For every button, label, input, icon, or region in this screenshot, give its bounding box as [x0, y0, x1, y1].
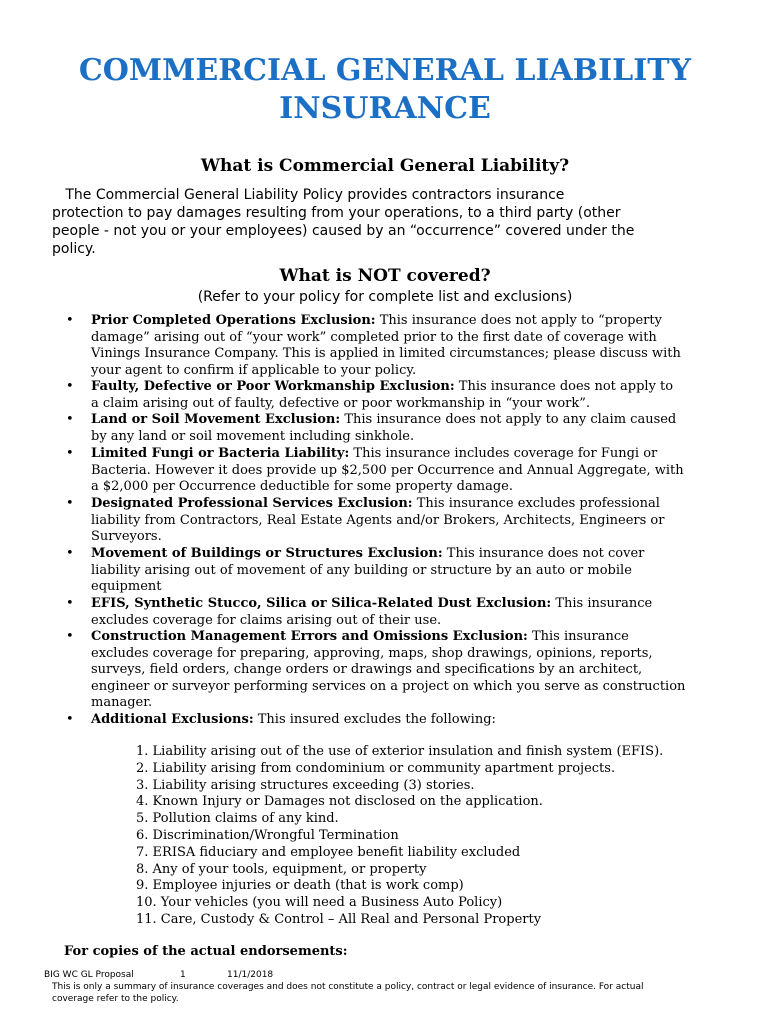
- list-item: 11. Care, Custody & Control – All Real and Personal Property: [136, 911, 542, 927]
- document-title-line-1: COMMERCIAL GENERAL LIABILITY: [78, 53, 692, 88]
- list-item: 5. Pollution claims of any kind.: [136, 811, 339, 827]
- exclusion-text: manager.: [91, 695, 153, 711]
- intro-line: The Commercial General Liability Policy provides contractors insurance: [52, 187, 565, 203]
- exclusion-text: This insurance does not apply to “property: [375, 313, 662, 328]
- exclusion-text: Vinings Insurance Company. This is applied in limited circumstances; please discuss with: [91, 346, 681, 362]
- copies-heading: For copies of the actual endorsements:: [64, 944, 348, 959]
- bullet-icon: •: [66, 546, 74, 561]
- exclusion-item: [66, 546, 741, 596]
- exclusion-item: [66, 412, 741, 445]
- list-item: 3. Liability arising structures exceeding (3) stories.: [136, 777, 475, 793]
- exclusion-text: damage” arising out of “your work” completed prior to the first date of coverage with: [91, 329, 657, 345]
- exclusion-text: This insurance: [551, 596, 653, 611]
- list-item: 6. Discrimination/Wrongful Termination: [136, 827, 399, 843]
- list-item: 1. Liability arising out of the use of exterior insulation and finish system (EFIS).: [136, 744, 664, 759]
- exclusion-text: This insurance: [527, 629, 629, 644]
- exclusion-text: excludes coverage for preparing, approving, maps, shop drawings, opinions, reports,: [91, 645, 653, 661]
- exclusion-text: This insurance does not apply to: [454, 379, 674, 394]
- exclusion-item: [66, 629, 741, 712]
- bullet-icon: •: [66, 313, 74, 328]
- list-item: 2. Liability arising from condominium or community apartment projects.: [136, 760, 616, 776]
- footer-doc-name: BIG WC GL Proposal: [44, 970, 134, 980]
- document-title-line-2: INSURANCE: [279, 91, 491, 126]
- exclusion-text: your agent to confirm if applicable to your policy.: [91, 362, 417, 378]
- exclusion-text: a claim arising out of faulty, defective or poor workmanship in “your work”.: [91, 395, 591, 411]
- exclusion-text: surveys, field orders, change orders or drawings and specifications by an architect,: [91, 662, 643, 678]
- exclusion-text: Surveyors.: [91, 529, 162, 545]
- not-covered-heading: What is NOT covered?: [279, 266, 491, 286]
- list-item: 7. ERISA fiduciary and employee benefit liability excluded: [136, 844, 521, 860]
- exclusion-label: Additional Exclusions:: [91, 712, 254, 727]
- exclusion-text: This insurance does not cover: [442, 546, 645, 561]
- exclusion-item: [66, 496, 741, 546]
- exclusion-label: Prior Completed Operations Exclusion:: [91, 313, 376, 328]
- exclusion-text: a $2,000 per Occurrence deductible for some property damage.: [91, 479, 513, 495]
- exclusion-item: [66, 313, 741, 379]
- exclusion-item: [66, 596, 741, 629]
- exclusion-item: [66, 379, 741, 412]
- intro-line: protection to pay damages resulting from your operations, to a third party (other: [52, 205, 621, 221]
- exclusion-label: Limited Fungi or Bacteria Liability:: [91, 446, 350, 461]
- exclusion-text: This insured excludes the following:: [253, 712, 496, 727]
- exclusion-text: liability arising out of movement of any building or structure by an auto or mobile: [91, 562, 632, 578]
- intro-paragraph: [52, 186, 732, 258]
- exclusion-text: This insurance excludes professional: [412, 496, 660, 511]
- list-item: 8. Any of your tools, equipment, or property: [136, 861, 427, 877]
- document-title: [0, 52, 770, 128]
- what-is-heading: What is Commercial General Liability?: [200, 156, 570, 176]
- not-covered-subheading: (Refer to your policy for complete list and exclusions): [197, 289, 573, 305]
- exclusion-label: Movement of Buildings or Structures Exclusion:: [91, 546, 443, 561]
- list-item: 4. Known Injury or Damages not disclosed on the application.: [136, 794, 543, 810]
- list-item: 10. Your vehicles (you will need a Business Auto Policy): [136, 895, 503, 911]
- bullet-icon: •: [66, 712, 74, 727]
- footer-date: 11/1/2018: [227, 970, 274, 980]
- exclusion-text: liability from Contractors, Real Estate Agents and/or Brokers, Architects, Engineers or: [91, 512, 665, 528]
- intro-line: people - not you or your employees) caused by an “occurrence” covered under the: [52, 223, 635, 239]
- footer-page-number: 1: [180, 970, 186, 980]
- exclusion-label: EFIS, Synthetic Stucco, Silica or Silica-Related Dust Exclusion:: [91, 596, 552, 611]
- exclusion-text: Bacteria. However it does provide up $2,500 per Occurrence and Annual Aggregate, with: [91, 462, 684, 478]
- exclusion-text: This insurance does not apply to any claim caused: [340, 412, 677, 427]
- exclusion-label: Designated Professional Services Exclusion:: [91, 496, 413, 511]
- bullet-icon: •: [66, 629, 74, 644]
- exclusion-text: by any land or soil movement including sinkhole.: [91, 428, 415, 444]
- exclusion-text: engineer or surveyor performing services on a project on which you serve as construction: [91, 678, 686, 694]
- bullet-icon: •: [66, 596, 74, 611]
- exclusion-text: equipment: [91, 579, 162, 595]
- exclusion-item: [66, 712, 741, 729]
- list-item: 9. Employee injuries or death (that is work comp): [136, 878, 464, 894]
- bullet-icon: •: [66, 446, 74, 461]
- exclusion-label: Land or Soil Movement Exclusion:: [91, 412, 341, 427]
- exclusion-text: This insurance includes coverage for Fungi or: [349, 446, 658, 461]
- footer-disclaimer: [52, 981, 752, 1005]
- exclusion-label: Construction Management Errors and Omissions Exclusion:: [91, 629, 528, 644]
- disclaimer-line: coverage refer to the policy.: [52, 994, 179, 1004]
- bullet-icon: •: [66, 496, 74, 511]
- exclusion-text: excludes coverage for claims arising out of their use.: [91, 612, 442, 628]
- additional-exclusions-list: [136, 744, 736, 929]
- exclusion-label: Faulty, Defective or Poor Workmanship Exclusion:: [91, 379, 455, 394]
- intro-line: policy.: [52, 241, 96, 257]
- exclusion-item: [66, 446, 741, 496]
- bullet-icon: •: [66, 412, 74, 427]
- disclaimer-line: This is only a summary of insurance coverages and does not constitute a policy, contract or legal evidence of insurance. For actual: [52, 982, 644, 992]
- bullet-icon: •: [66, 379, 74, 394]
